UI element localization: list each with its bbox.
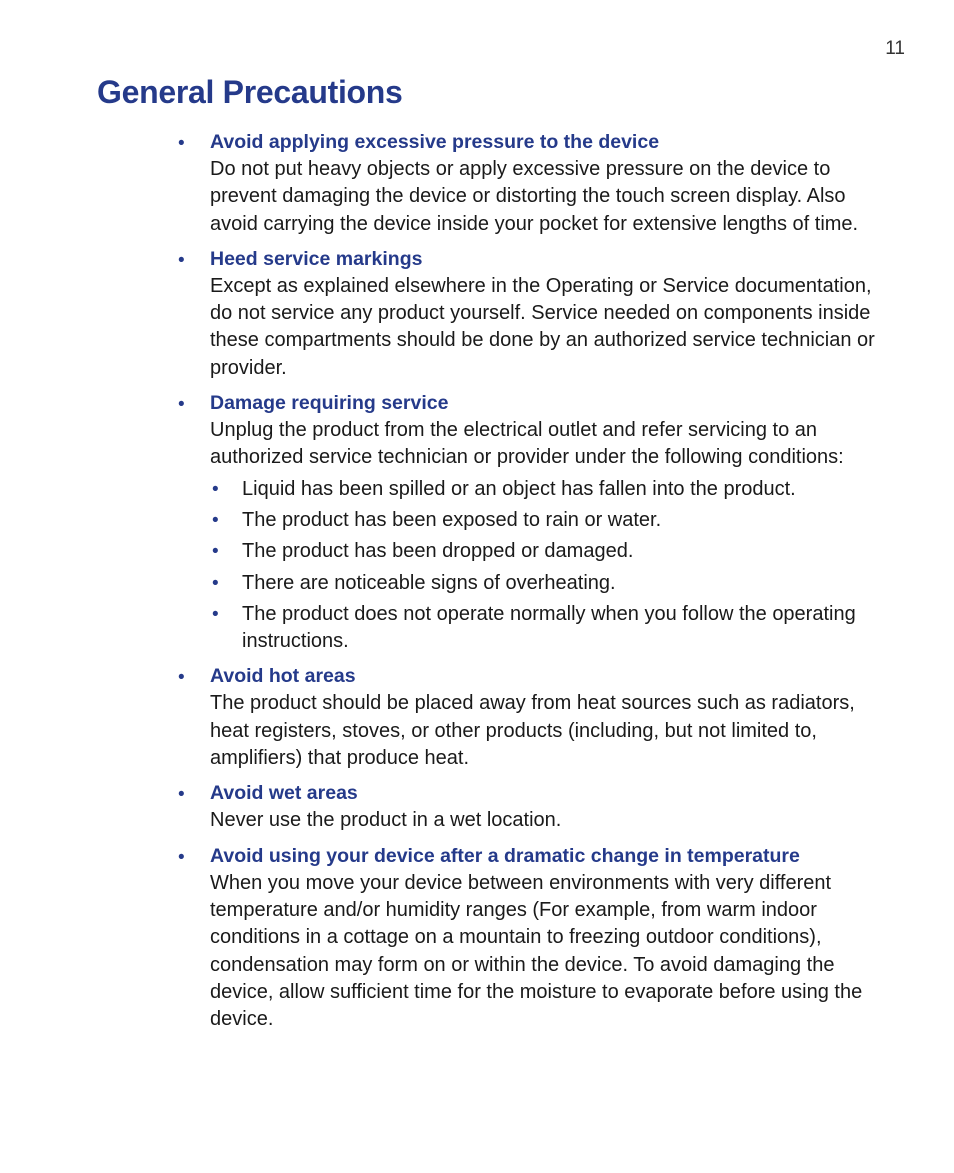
bullet-icon: • (212, 478, 219, 500)
precaution-heading: Heed service markings (210, 247, 423, 270)
condition-item (210, 507, 876, 534)
bullet-icon: • (212, 603, 219, 625)
bullet-icon: • (212, 541, 219, 563)
condition-text: There are noticeable signs of overheating. (242, 571, 616, 594)
condition-item (210, 538, 876, 565)
precaution-heading: Avoid applying excessive pressure to the device (210, 131, 660, 153)
precaution-item-wet-areas (0, 780, 954, 834)
precaution-body: Unplug the product from the electrical outlet and refer servicing to an authorized service technician or provider under the following conditions: (210, 419, 844, 469)
precaution-heading: Avoid using your device after a dramatic change in temperature (210, 844, 800, 867)
condition-item (210, 601, 876, 656)
condition-text: Liquid has been spilled or an object has fallen into the product. (242, 477, 796, 500)
bullet-icon: • (212, 572, 219, 594)
page-number: 11 (885, 38, 905, 59)
bullet-icon: • (178, 249, 185, 271)
damage-conditions-list (210, 476, 876, 656)
precaution-item-temperature (0, 843, 954, 1034)
bullet-icon: • (178, 394, 185, 416)
bullet-icon: • (178, 667, 185, 689)
condition-text: The product has been exposed to rain or water. (242, 508, 662, 531)
bullet-icon: • (178, 133, 185, 154)
precaution-item-damage-service (0, 390, 954, 655)
precautions-list (0, 129, 954, 1041)
condition-text: The product does not operate normally when you follow the operating instructions. (242, 602, 856, 653)
precaution-heading: Avoid hot areas (210, 665, 356, 688)
precaution-heading: Damage requiring service (210, 392, 449, 415)
precaution-item-pressure (0, 129, 954, 238)
condition-item (210, 476, 876, 503)
page-title: General Precautions (97, 74, 403, 110)
precaution-body: Do not put heavy objects or apply excessive pressure on the device to prevent damaging the device or distorting the touch screen display. Also avoid carrying the device inside your pocket for extensive lengths of time. (210, 158, 859, 235)
bullet-icon: • (212, 509, 219, 531)
bullet-icon: • (178, 846, 185, 868)
bullet-icon: • (178, 784, 185, 806)
precaution-item-hot-areas (0, 663, 954, 772)
precaution-body: The product should be placed away from heat sources such as radiators, heat registers, stoves, or other products (including, but not limited to, amplifiers) that produce heat. (210, 692, 855, 770)
precaution-item-service-markings (0, 246, 954, 382)
precaution-body: Except as explained elsewhere in the Operating or Service documentation, do not service any product yourself. Service needed on components inside these compartments should be done by an authorized service technician or provider. (210, 274, 875, 379)
precaution-heading: Avoid wet areas (210, 782, 358, 805)
condition-text: The product has been dropped or damaged. (242, 540, 634, 563)
precaution-body: When you move your device between environments with very different temperature and/or humidity ranges (For example, from warm indoor conditions in a cottage on a mountain to freezing outdoor conditions), condensation may form on or within the device. To avoid damaging the device, allow sufficient time for the moisture to evaporate before using the device. (210, 871, 863, 1031)
precaution-body: Never use the product in a wet location. (210, 809, 562, 832)
condition-item (210, 570, 876, 597)
